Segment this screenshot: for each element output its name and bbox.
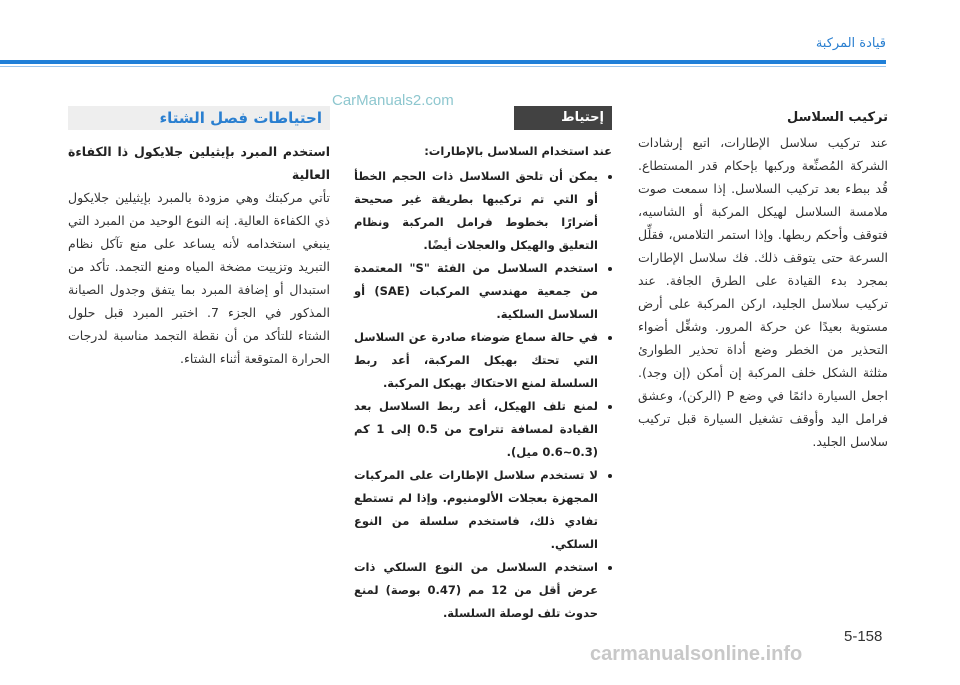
caution-intro: عند استخدام السلاسل بالإطارات: (424, 144, 612, 158)
watermark-carmanualsonline: carmanualsonline.info (590, 643, 803, 665)
page-number: 5-158 (844, 628, 883, 645)
coolant-heading: استخدم المبرد بإيثيلين جلايكول ذا الكفاءة العالية (68, 144, 330, 182)
caution-box (354, 106, 612, 625)
chapter-title: قيادة المركبة (815, 36, 886, 51)
chains-paragraph: عند تركيب سلاسل الإطارات، اتبع إرشادات الشركة المُصنِّعة وركبها بإحكام قدر المستطاع. قُد ببطء بعد تركيب السلاسل. إذا سمعت صوت ملامسة السلاسل لهيكل المركبة أو الشاسيه، فتوقف وأحكم ربطها. وإذا استمر التلامس، فقلِّل السرعة حتى يتوقف ذلك. فك سلاسل الإطارات بمجرد بدء القيادة على الطرق الجافة. عند تركيب سلاسل الجليد، اركن المركبة على أرض مستوية بعيدًا عن حركة المرور. وشغِّل أضواء التحذير من الخطر وضع أداة تحذير الطوارئ مثلثة الشكل خلف المركبة إن أمكن (إن وجد). اجعل السيارة دائمًا في وضع P (الركن)، وعشق فرامل اليد وأوقف تشغيل السيارة قبل تركيب سلاسل الجليد. (638, 135, 888, 449)
watermark-carmanuals2: CarManuals2.com (332, 92, 454, 109)
header-rule-thin (0, 66, 886, 67)
caution-item: • لا تستخدم سلاسل الإطارات على المركبات المجهزة بعجلات الألومنيوم. وإذا لم تستطع تفادي ذلك، فاستخدم سلسلة من النوع السلكي. (354, 464, 598, 556)
caution-item: • في حالة سماع ضوضاء صادرة عن السلاسل التي تحتك بهيكل المركبة، أعد ربط السلسلة لمنع الاحتكاك بهيكل المركبة. (354, 326, 598, 395)
caution-item: • يمكن أن تلحق السلاسل ذات الحجم الخطأ أو التي تم تركيبها بطريقة غير صحيحة أضرارًا بخطوط فرامل المركبة ونظام التعليق والهيكل والعجلات أيضًا. (354, 165, 598, 257)
caution-item: • استخدم السلاسل من النوع السلكي ذات عرض أقل من 12 مم (0.47 بوصة) لمنع حدوث تلف لوصلة السلسلة. (354, 556, 598, 625)
winter-precautions-title: احتياطات فصل الشتاء (68, 106, 330, 130)
header-rule (0, 60, 886, 64)
caution-list (354, 165, 612, 625)
caution-item: • لمنع تلف الهيكل، أعد ربط السلاسل بعد القيادة لمسافة تتراوح من 0.5 إلى 1 كم (0.3~0.6 ميل). (354, 395, 598, 464)
coolant-paragraph: تأتي مركبتك وهي مزودة بالمبرد بإيثيلين جلايكول ذي الكفاءة العالية. إنه النوع الوحيد من المبرد التي ينبغي استخدامه لأنه يساعد على منع تآكل نظام التبريد وتزييت مضخة المياه ومنع التجمد. تأكد من استبدال أو إضافة المبرد بما يتفق وجدول الصيانة المذكور في الجزء 7. اختبر المبرد قبل حلول الشتاء للتأكد من أن نقطة التجمد مناسبة لدرجات الحرارة المتوقعة أثناء الشتاء. (68, 190, 330, 366)
caution-label: إحتياط (514, 106, 612, 130)
section-winter-precautions (68, 106, 330, 370)
section-heading-chains: تركيب السلاسل (787, 110, 888, 125)
caution-item: • استخدم السلاسل من الفئة "S" المعتمدة من جمعية مهندسي المركبات (SAE) أو السلاسل السلكية. (354, 257, 598, 326)
section-tire-chains (638, 106, 888, 453)
